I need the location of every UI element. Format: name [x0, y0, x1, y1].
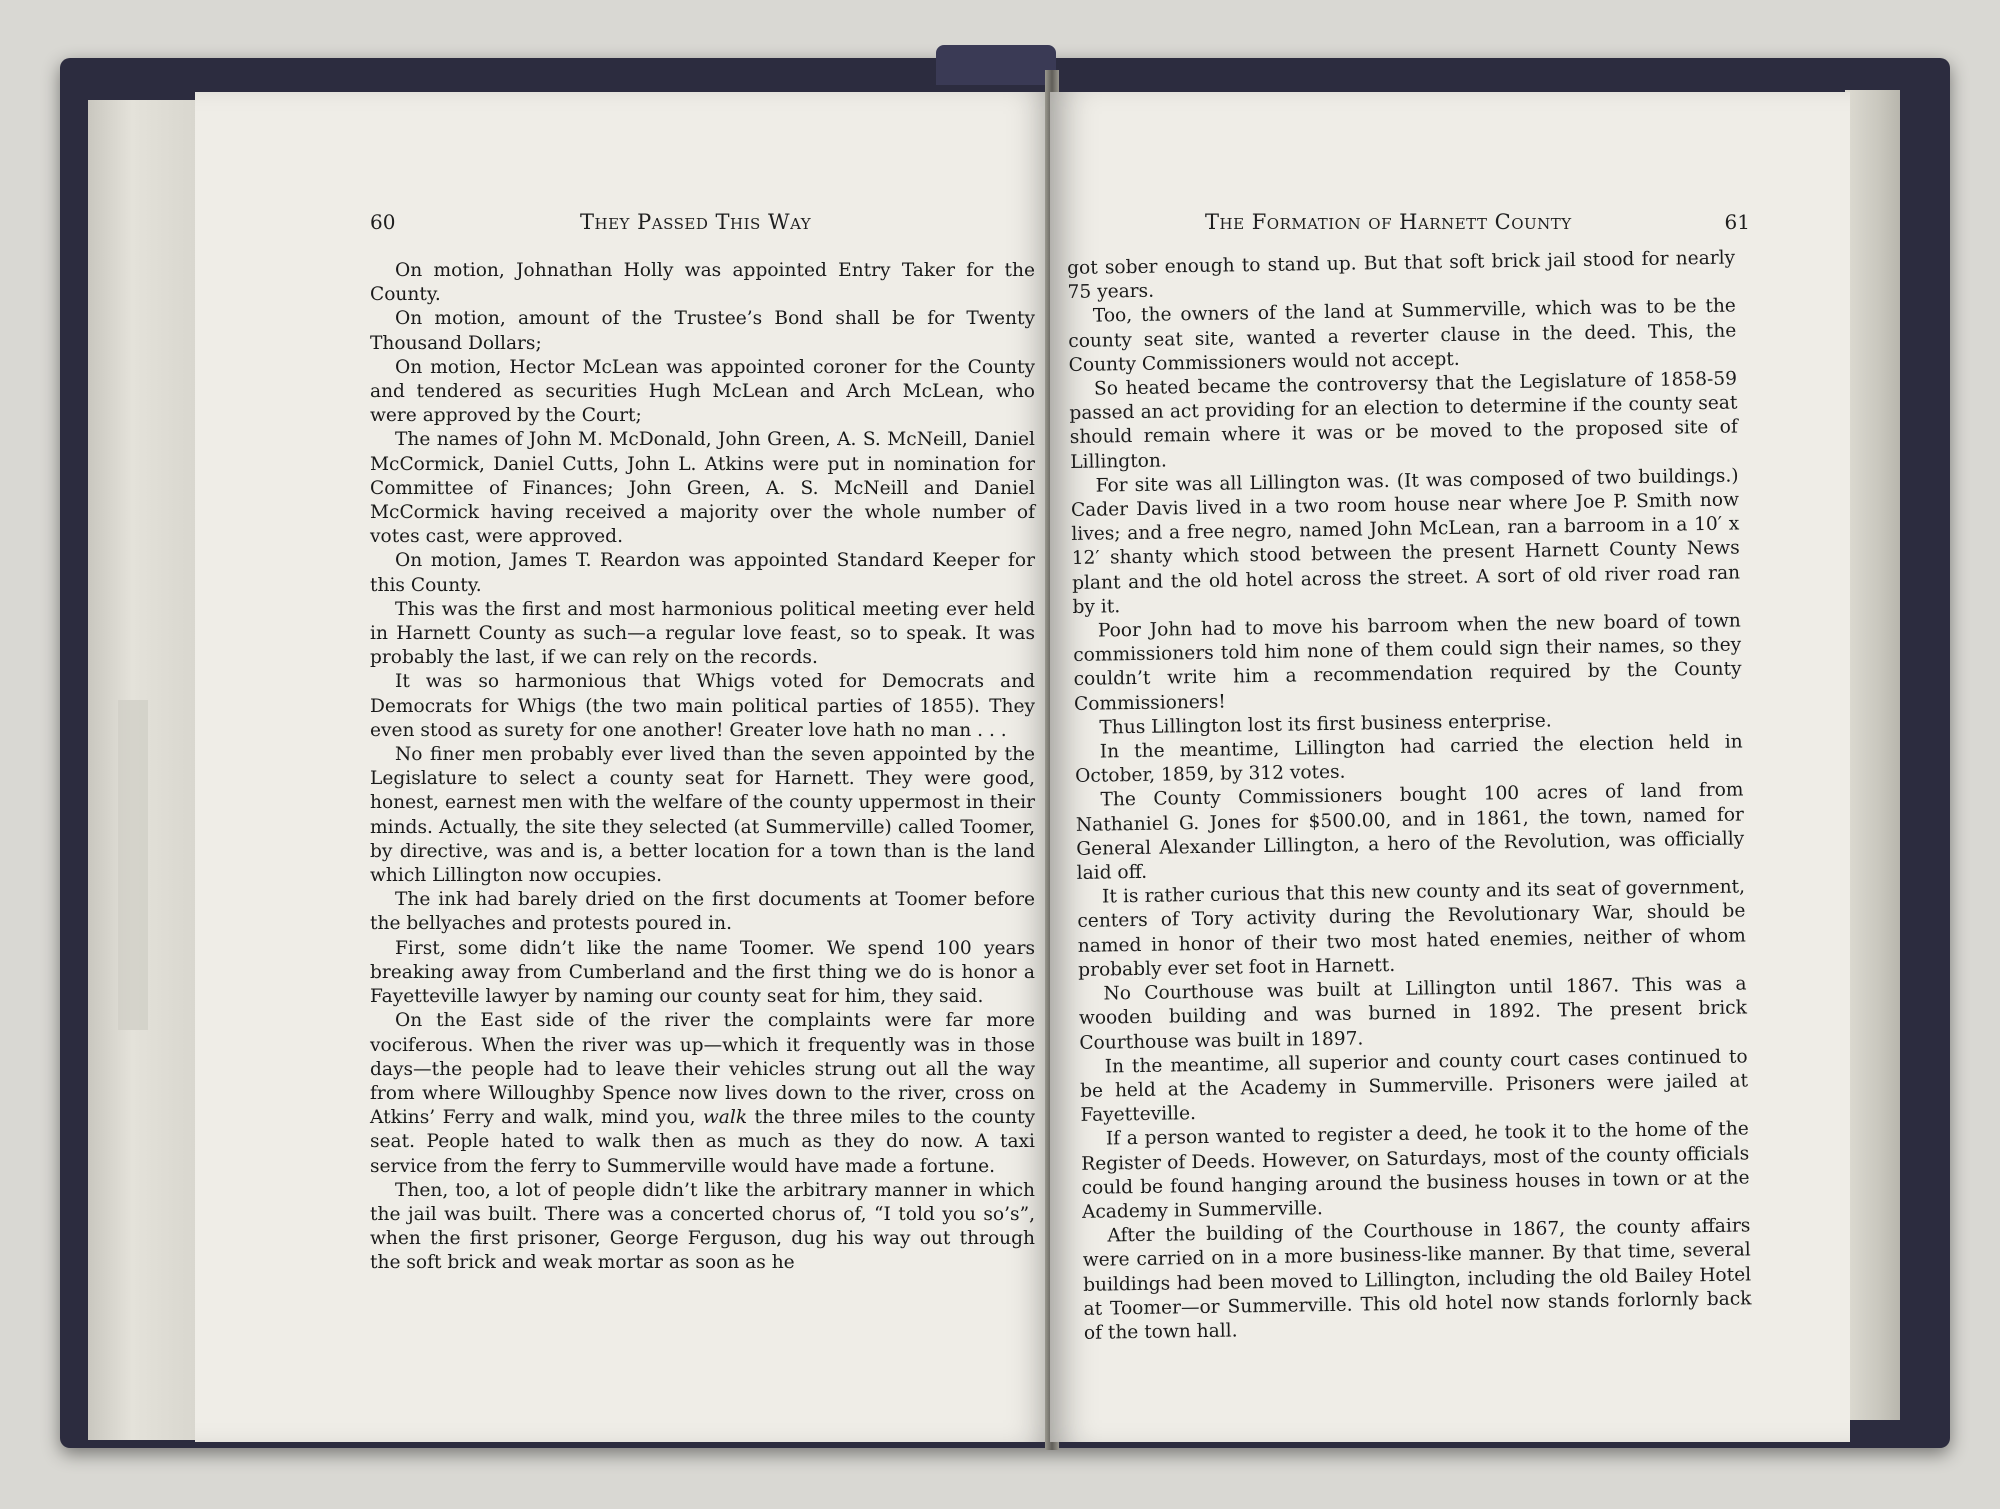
paragraph: Too, the owners of the land at Summerville, which was to be the county seat site, wanted a reverter clause in the deed. This, the County Commissioners would not accept.: [1068, 295, 1737, 376]
page-edge-marks: [118, 700, 148, 1030]
paragraph: First, some didn’t like the name Toomer. We spend 100 years breaking away from Cumberland and the first thing we do is honor a Fayetteville lawyer by naming our county seat for him, they said.: [370, 937, 1035, 1008]
left-page: [195, 92, 1055, 1442]
paragraph: On motion, amount of the Trustee’s Bond shall be for Twenty Thousand Dollars;: [370, 308, 1035, 354]
paragraph: The names of John M. McDonald, John Green, A. S. McNeill, Daniel McCormick, Daniel Cutts, John L. Atkins were put in nomination for Committee of Finances; John Green, A. S. McNeill and Daniel McCormick having received a majority over the whole number of votes cast, were approved.: [370, 429, 1035, 548]
paragraph: This was the first and most harmonious political meeting ever held in Harnett County as such—a regular love feast, so to speak. It was probably the last, if we can rely on the records.: [370, 598, 1035, 669]
right-running-head: [1050, 210, 1850, 240]
right-page: [1050, 92, 1850, 1442]
paragraph: Thus Lillington lost its first business enterprise.: [1099, 710, 1552, 739]
continued-paragraph: got sober enough to stand up. But that soft brick jail stood for nearly 75 years.: [1067, 247, 1736, 304]
text-run: On the East side of the river the complaints were far more vociferous. When the river was up—which it frequently was in those days—the people had to leave their vehicles strung out all the way from where Willoughby Spence now lives down to the river, cross on Atkins’ Ferry and walk, mind you,: [370, 1010, 1035, 1129]
paragraph: The ink had barely dried on the first documents at Toomer before the bellyaches and protests poured in.: [370, 889, 1035, 935]
paragraph-east-side: [370, 1009, 1035, 1178]
italic-emphasis: walk: [702, 1107, 748, 1129]
left-page-number: 60: [370, 210, 396, 234]
paragraph: No Courthouse was built at Lillington until 1867. This was a wooden building and was burned in 1892. The present brick Courthouse was built in 1897.: [1078, 973, 1748, 1054]
paragraph: On motion, Hector McLean was appointed coroner for the County and tendered as securities Hugh McLean and Arch McLean, who were approved by the Court;: [370, 356, 1035, 427]
page-edges-right: [1845, 90, 1900, 1420]
page-edges-left: [88, 100, 198, 1440]
book-spine-top: [936, 45, 1056, 85]
right-page-number: 61: [1724, 210, 1750, 234]
left-page-body: [370, 259, 1035, 1276]
left-running-title: They Passed This Way: [580, 210, 812, 234]
paragraph: So heated became the controversy that the Legislature of 1858-59 passed an act providing for an election to determine if the county seat should remain where it was or be moved to the proposed site of Lillington.: [1069, 368, 1738, 473]
paragraph: It is rather curious that this new county and its seat of government, centers of Tory activity during the Revolutionary War, should be named in honor of their two most hated enemies, neither of whom probably ever set foot in Harnett.: [1077, 876, 1746, 981]
paragraph: No finer men probably ever lived than the seven appointed by the Legislature to select a county seat for Harnett. They were good, honest, earnest men with the welfare of the county uppermost in their minds. Actually, the site they selected (at Summerville) called Toomer, by directive, was and is, a better location for a town than is the land which Lillington now occupies.: [370, 744, 1035, 887]
paragraph: Poor John had to move his barroom when the new board of town commissioners told him none of them could sign their names, so they couldn’t write him a recommendation required by the County Commissioners!: [1073, 610, 1742, 715]
paragraph: In the meantime, Lillington had carried the election held in October, 1859, by 312 votes.: [1074, 731, 1743, 788]
right-running-title: The Formation of Harnett County: [1205, 210, 1572, 234]
paragraph: It was so harmonious that Whigs voted for Democrats and Democrats for Whigs (the two main political parties of 1855). They even stood as surety for one another! Greater love hath no man . . .: [370, 671, 1035, 741]
paragraph: For site was all Lillington was. (It was composed of two buildings.) Cader Davis lived in a two room house near where Joe P. Smith now lives; and a free negro, named John McLean, ran a barroom in a 10′ x 12′ shanty which stood between the present Harnett County News plant and the old hotel across the street. A sort of old river road ran by it.: [1070, 465, 1741, 618]
right-page-body: [1067, 247, 1752, 1346]
paragraph: After the building of the Courthouse in 1867, the county affairs were carried on in a more business-like manner. By that time, several buildings had been moved to Lillington, including the old Bailey Hotel at Toomer—or Summerville. This old hotel now stands forlornly back of the town hall.: [1082, 1215, 1752, 1344]
paragraph: On motion, James T. Reardon was appointed Standard Keeper for this County.: [370, 550, 1035, 596]
paragraph: Then, too, a lot of people didn’t like the arbitrary manner in which the jail was built. There was a concerted chorus of, “I told you so’s”, when the first prisoner, George Ferguson, dug his way out through the soft brick and weak mortar as soon as he: [370, 1179, 1035, 1274]
paragraph: On motion, Johnathan Holly was appointed Entry Taker for the County.: [370, 260, 1035, 306]
text-run: the three miles to the county seat. People hated to walk then as much as they do now. A taxi service from the ferry to Summerville would have made a fortune.: [370, 1107, 1035, 1177]
paragraph: If a person wanted to register a deed, he took it to the home of the Register of Deeds. However, on Saturdays, most of the county officials could be found hanging around the business houses in town or at the Academy in Summerville.: [1081, 1118, 1750, 1223]
paragraph: The County Commissioners bought 100 acres of land from Nathaniel G. Jones for $500.00, and in 1861, the town, named for General Alexander Lillington, a hero of the Revolution, was officially laid off.: [1075, 779, 1745, 885]
paragraph: In the meantime, all superior and county court cases continued to be held at the Academy in Summerville. Prisoners were jailed at Fayetteville.: [1079, 1046, 1749, 1127]
left-running-head: [195, 210, 1055, 240]
